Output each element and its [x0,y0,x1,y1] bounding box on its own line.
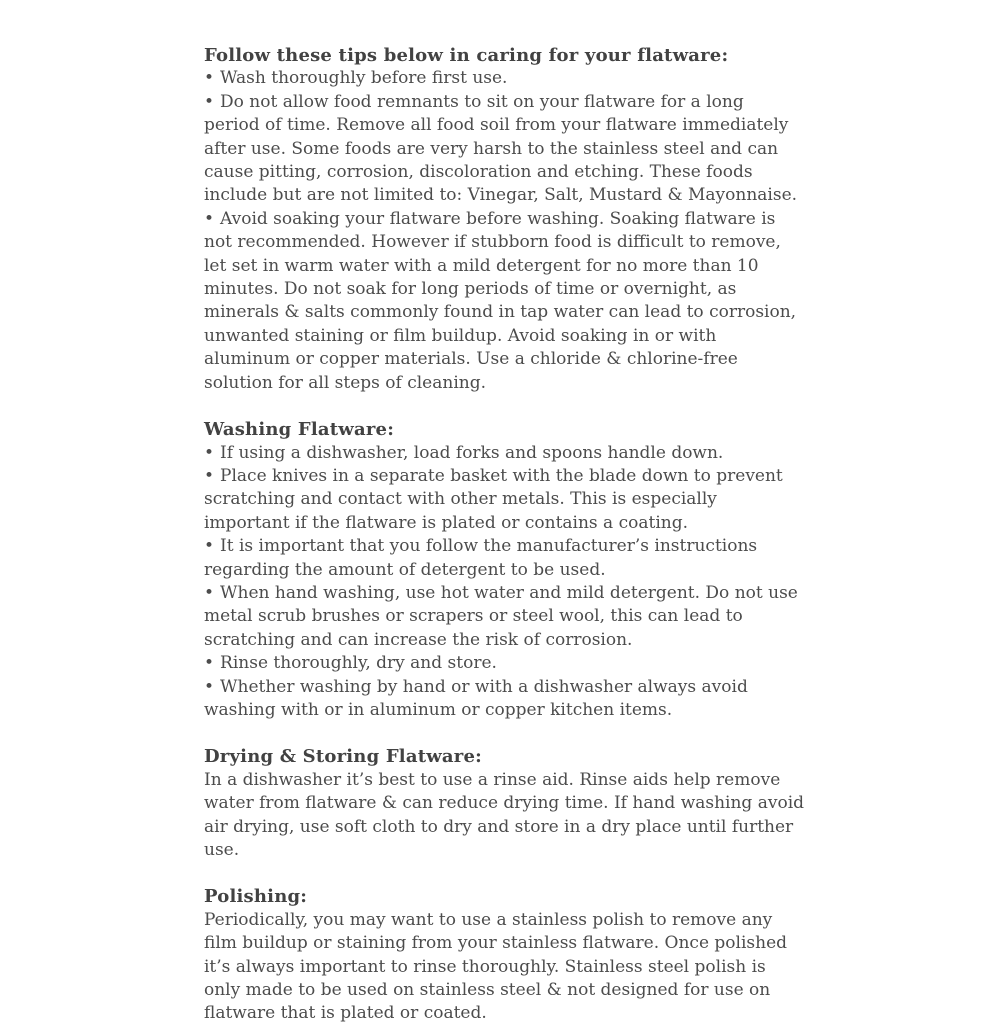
item-text: Periodically, you may want to use a stainless polish to remove any film buildup or staining from your stainless flatware. Once polished it’s always important to rinse thoroughly. Stainless steel polish is only made to be used on stainless steel & not designed for use on flatware that is plated or coated. [204,909,788,1024]
item-text: In a dishwasher it’s best to use a rinse aid. Rinse aids help remove water from flatware & can reduce drying time. If hand washing avoid air drying, use soft cloth to dry and store in a dry place until further use. [204,769,805,860]
section-heading: Drying & Storing Flatware: [204,746,482,768]
item-text: Do not allow food remnants to sit on your flatware for a long period of time. Remove all food soil from your flatware immediately after use. Some foods are very harsh to the stainless steel and can cause pitting, corrosion, discoloration and etching. These foods include but are not limited to: Vinegar, Salt, Mustard & Mayonnaise. [204,91,798,206]
bullet-icon: • [204,582,215,603]
section [204,44,804,395]
bullet-icon: • [204,442,215,463]
bullet-item [204,465,804,535]
bullet-item [204,442,804,465]
paragraph [204,909,804,1026]
section-heading: Follow these tips below in caring for your flatware: [204,45,729,66]
document-sections [204,44,804,1026]
item-text: Rinse thoroughly, dry and store. [220,653,497,674]
bullet-item [204,67,804,90]
section-heading: Polishing: [204,886,308,908]
bullet-icon: • [204,91,215,112]
item-text: Wash thoroughly before first use. [220,68,508,89]
item-text: Whether washing by hand or with a dishwasher always avoid washing with or in aluminum or copper kitchen items. [204,676,748,720]
bullet-icon: • [204,68,215,89]
bullet-item [204,535,804,582]
item-text: When hand washing, use hot water and mild detergent. Do not use metal scrub brushes or scrapers or steel wool, this can lead to scratching and can increase the risk of corrosion. [204,582,798,650]
bullet-item [204,652,804,675]
bullet-icon: • [204,653,215,674]
item-text: It is important that you follow the manufacturer’s instructions regarding the amount of detergent to be used. [204,536,758,580]
section [204,418,804,722]
bullet-item [204,91,804,208]
bullet-icon: • [204,465,215,486]
item-text: Avoid soaking your flatware before washing. Soaking flatware is not recommended. However if stubborn food is difficult to remove, let set in warm water with a mild detergent for no more than 10 minutes. Do not soak for long periods of time or overnight, as minerals & salts commonly found in tap water can lead to corrosion, unwanted staining or film buildup. Avoid soaking in or with aluminum or copper materials. Use a chloride & chlorine-free solution for all steps of cleaning. [204,208,797,393]
bullet-item [204,676,804,723]
bullet-icon: • [204,208,215,229]
paragraph [204,769,804,863]
section-heading: Washing Flatware: [204,419,395,441]
bullet-item [204,208,804,395]
bullet-icon: • [204,536,215,557]
bullet-icon: • [204,676,215,697]
item-text: If using a dishwasher, load forks and spoons handle down. [220,442,724,463]
bullet-item [204,582,804,652]
flatware-care-document [204,44,804,1026]
item-text: Place knives in a separate basket with the blade down to prevent scratching and contact with other metals. This is especially important if the flatware is plated or contains a coating. [204,465,783,533]
section [204,885,804,1025]
section [204,745,804,862]
